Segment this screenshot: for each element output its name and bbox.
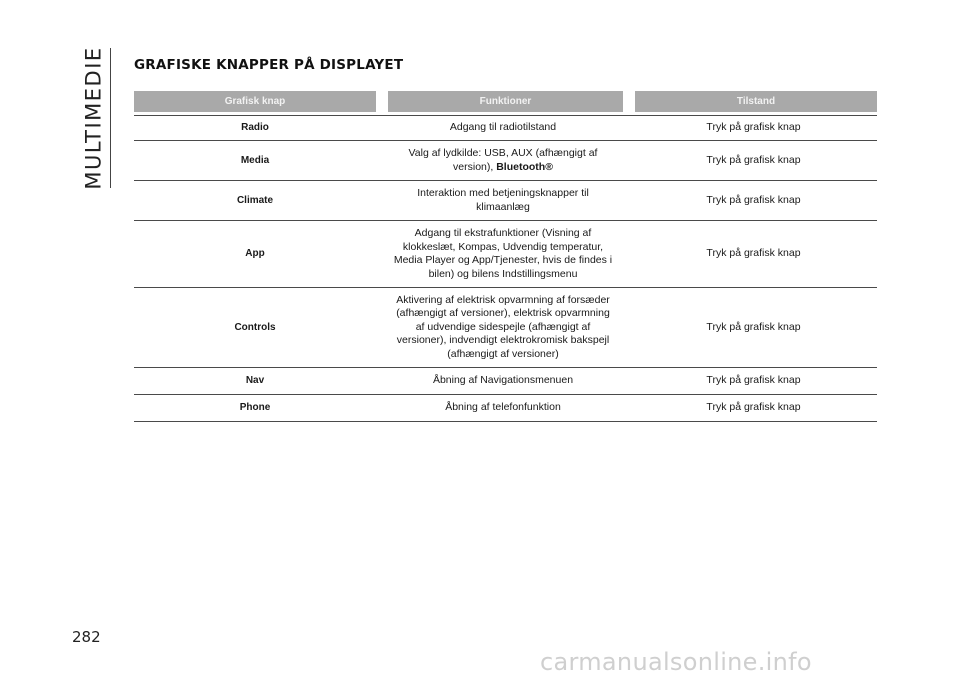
function-line: bilen) og bilens Indstillingsmenu: [428, 267, 578, 280]
function-line: Media Player og App/Tjenester, hvis de findes i: [393, 254, 613, 266]
function-text: [376, 147, 630, 174]
button-name: Controls: [234, 321, 276, 333]
page-number: 282: [72, 628, 101, 646]
state-text: Tryk på grafisk knap: [706, 320, 801, 333]
table-row: [134, 115, 877, 141]
header-functions: Funktioner: [388, 91, 623, 112]
table-row: [134, 141, 877, 181]
button-name: Phone: [239, 402, 271, 414]
function-line: [382, 161, 624, 175]
state-text: Tryk på grafisk knap: [706, 153, 801, 166]
button-name: Climate: [236, 194, 274, 206]
section-tab-label: MULTIMEDIE: [82, 46, 106, 190]
function-line: Åbning af Navigationsmenuen: [432, 374, 574, 387]
function-line: Interaktion med betjeningsknapper til: [417, 187, 589, 199]
buttons-table: [134, 91, 877, 422]
function-line: klimaanlæg: [476, 200, 530, 213]
table-row: [134, 368, 877, 395]
function-line: (afhængigt af versioner), elektrisk opvarmning: [396, 307, 610, 320]
state-text: Tryk på grafisk knap: [706, 121, 801, 134]
function-tail: version),: [453, 160, 497, 173]
section-tab: [78, 48, 110, 188]
header-state: Tilstand: [635, 91, 877, 112]
function-line: Valg af lydkilde: USB, AUX (afhængigt af: [408, 147, 598, 159]
function-text: [376, 401, 630, 415]
table-row: [134, 181, 877, 221]
table-header: [134, 91, 877, 112]
function-text: [376, 121, 630, 135]
table-row: [134, 221, 877, 288]
table-row: [134, 395, 877, 422]
state-text: Tryk på grafisk knap: [706, 374, 801, 387]
state-text: Tryk på grafisk knap: [706, 247, 801, 260]
button-name: App: [245, 248, 265, 260]
function-bold: Bluetooth®: [496, 160, 553, 173]
function-line: Adgang til radiotilstand: [449, 121, 557, 134]
function-line: (afhængigt af versioner): [447, 347, 559, 360]
state-text: Tryk på grafisk knap: [706, 193, 801, 206]
header-button: Grafisk knap: [134, 91, 376, 112]
function-line: versioner), indvendigt elektrokromisk bakspejl: [396, 334, 610, 347]
function-line: Aktivering af elektrisk opvarmning af forsæder: [396, 293, 610, 306]
function-line: klokkeslæt, Kompas, Udvendig temperatur,: [402, 240, 604, 253]
section-tab-divider: [110, 48, 111, 188]
function-line: Adgang til ekstrafunktioner (Visning af: [414, 227, 592, 239]
function-text: [376, 227, 630, 281]
button-name: Media: [240, 154, 270, 166]
button-name: Nav: [245, 375, 265, 387]
button-name: Radio: [241, 122, 269, 134]
function-line: af udvendige sidespejle (afhængigt af: [415, 320, 591, 333]
section-title: GRAFISKE KNAPPER PÅ DISPLAYET: [134, 57, 404, 73]
table-row: [134, 288, 877, 368]
function-text: [376, 294, 630, 362]
function-text: [376, 374, 630, 388]
watermark: carmanualsonline.info: [540, 648, 812, 676]
function-text: [376, 187, 630, 214]
function-line: Åbning af telefonfunktion: [445, 401, 561, 414]
state-text: Tryk på grafisk knap: [706, 401, 801, 414]
